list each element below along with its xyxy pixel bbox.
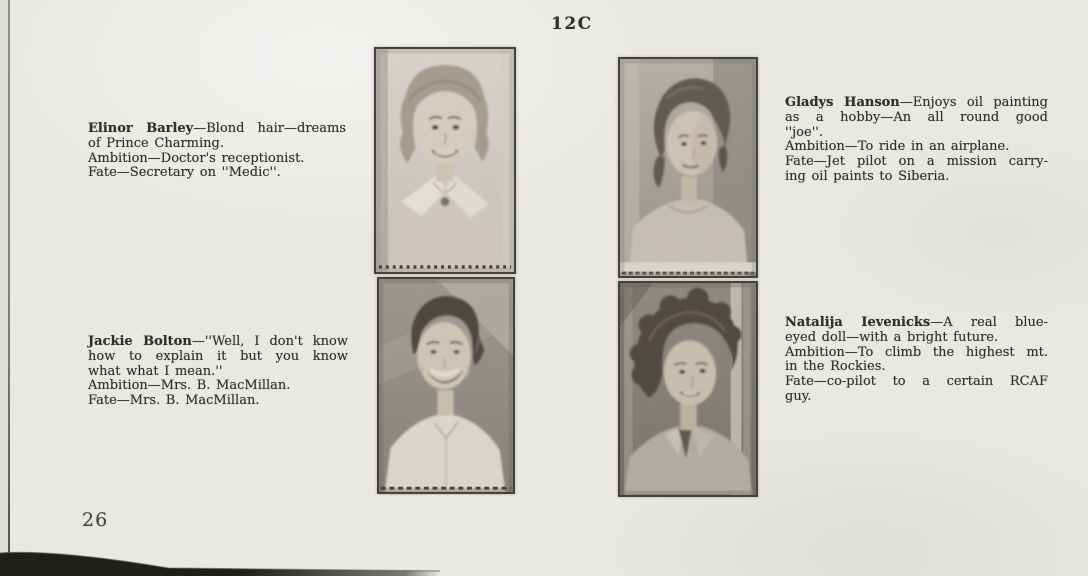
portrait-illustration [620,59,756,276]
entry-line: ing oil paints to Siberia. [785,168,950,184]
entry-line: what what I mean.'' [88,363,223,379]
entry-line: Ambition—To ride in an airplane. [785,139,1010,155]
portrait-illustration [376,49,514,272]
student-name: Jackie Bolton [88,334,192,349]
page-bottom-edge-shadow [0,536,1088,576]
entry-line: Fate—Mrs. B. MacMillan. [88,393,260,409]
entry-line: guy. [785,388,812,404]
entry-line: Ambition—Doctor's receptionist. [88,150,305,166]
entry-line [785,316,1048,331]
page-left-margin [0,0,8,576]
entry-elinor-barley [88,122,346,181]
portrait-illustration [379,279,513,492]
entry-line: Fate—Secretary on ''Medic''. [88,165,281,181]
entry-line: Ambition—Mrs. B. MacMillan. [88,378,291,394]
page-number: 26 [82,509,109,531]
portrait-photo-elinor-barley [374,47,516,274]
entry-line [785,96,1048,111]
entry-intro: —Enjoys oil painting [899,95,1048,110]
portrait-photo-natalija-ievenicks [618,281,758,497]
entry-intro: —''Well, I don't know [191,334,348,349]
entry-line: of Prince Charming. [88,135,224,151]
student-name: Gladys Hanson [785,95,900,110]
entry-line: Ambition—To climb the highest mt. [785,344,1048,360]
entry-intro: —Blond hair—dreams [193,121,346,136]
entry-line: Fate—co-pilot to a certain RCAF [785,374,1048,390]
student-name: Elinor Barley [88,121,194,136]
portrait-illustration [620,283,756,495]
portrait-photo-jackie-bolton [377,277,515,494]
entry-intro: —A real blue- [930,315,1048,330]
student-name: Natalija Ievenicks [785,315,931,330]
class-header: 12C [551,14,593,34]
entry-line: as a hobby—An all round good [785,109,1048,125]
entry-line [88,122,346,137]
entry-jackie-bolton [88,335,348,409]
page-binding-line [8,0,10,576]
entry-line [88,335,348,350]
entry-line: in the Rockies. [785,359,886,375]
entry-natalija-ievenicks [785,316,1048,405]
entry-line: Fate—Jet pilot on a mission carry- [785,154,1048,170]
entry-line: ''joe''. [785,124,823,140]
entry-line: eyed doll—with a bright future. [785,329,999,345]
entry-gladys-hanson [785,96,1048,185]
entry-line: how to explain it but you know [88,348,348,364]
portrait-photo-gladys-hanson [618,57,758,278]
